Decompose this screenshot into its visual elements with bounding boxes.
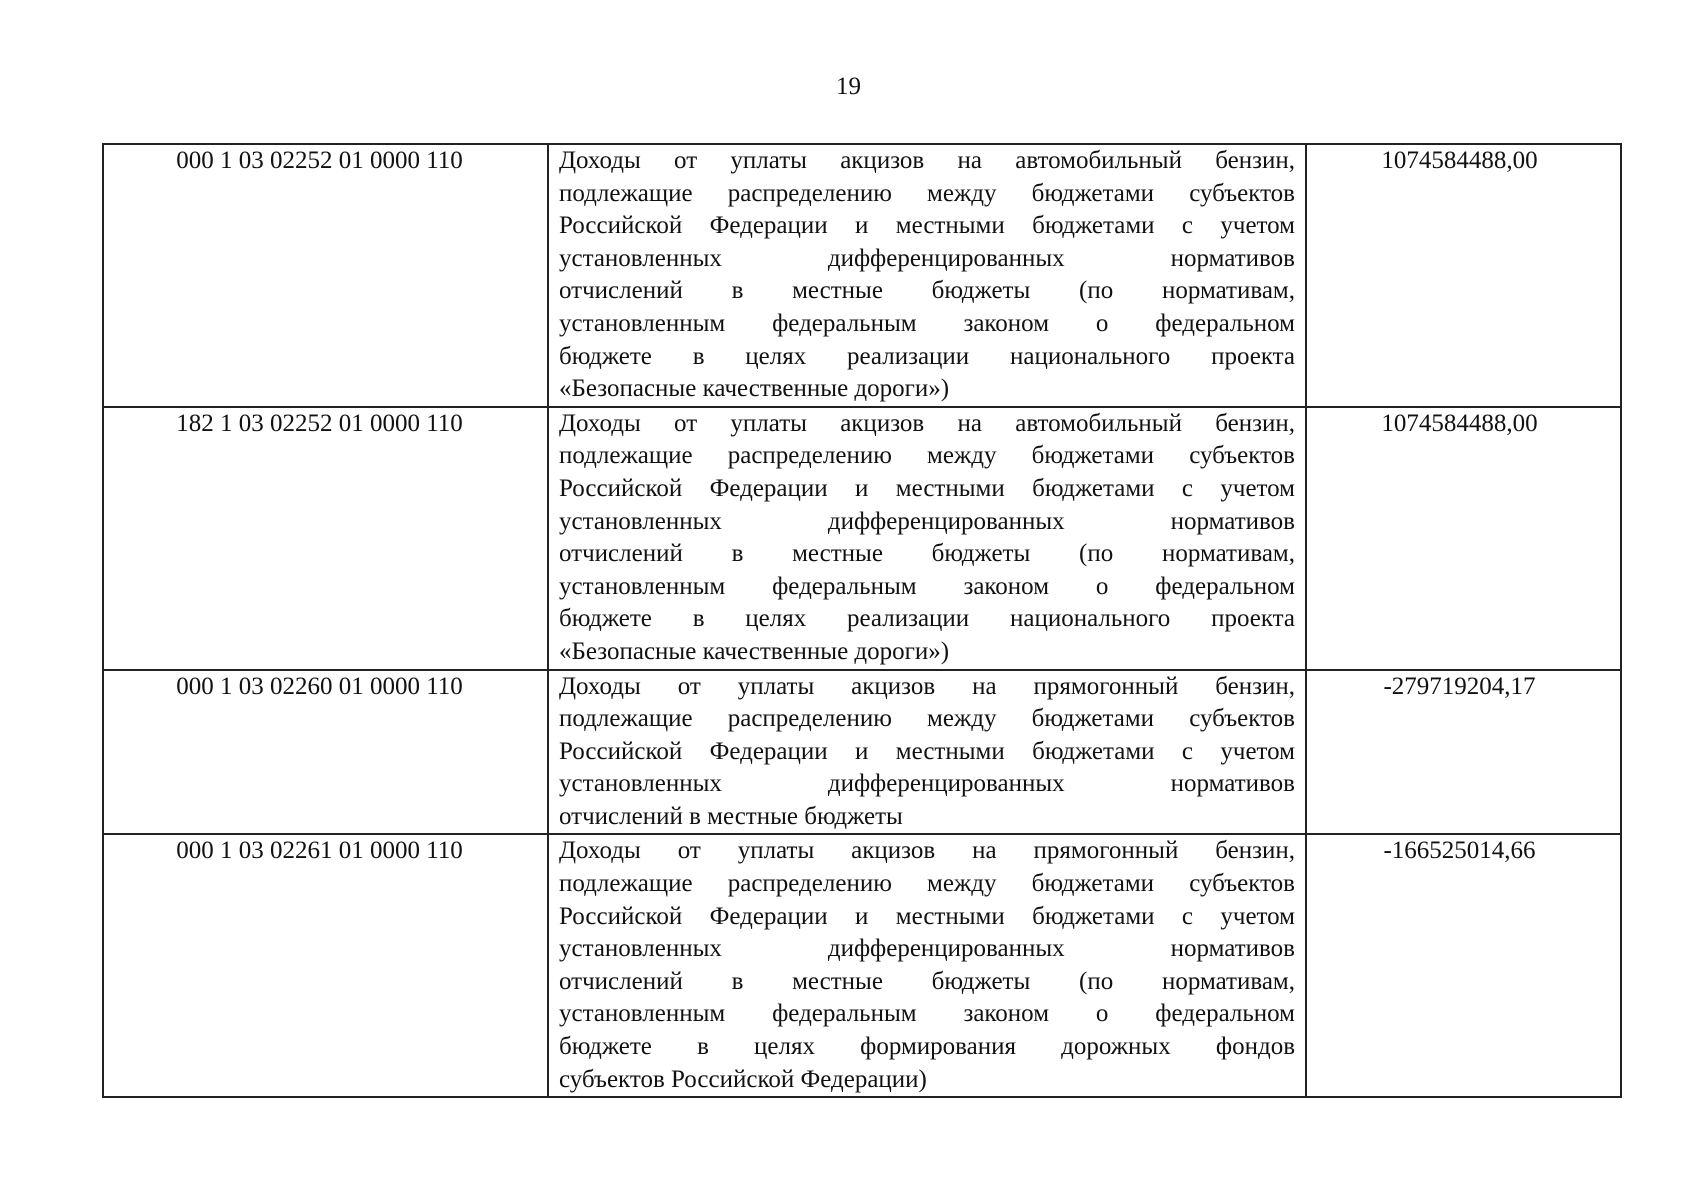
budget-classification-code: 000 1 03 02252 01 0000 110 — [103, 144, 548, 407]
revenue-table-body — [103, 144, 1621, 1097]
table-row — [103, 670, 1621, 835]
description-line: бюджете в целях реализации национального проекта — [559, 342, 1295, 370]
revenue-description — [548, 407, 1306, 670]
description-line: отчислений в местные бюджеты (по нормативам, — [559, 967, 1295, 995]
description-line: Доходы от уплаты акцизов на автомобильный бензин, — [559, 409, 1295, 437]
revenue-description — [548, 670, 1306, 835]
revenue-description — [548, 144, 1306, 407]
description-line: бюджете в целях реализации национального проекта — [559, 605, 1295, 633]
description-line: «Безопасные качественные дороги») — [559, 375, 950, 403]
table-row — [103, 407, 1621, 670]
revenue-amount: -279719204,17 — [1306, 670, 1621, 835]
budget-classification-code: 000 1 03 02261 01 0000 110 — [103, 834, 548, 1097]
description-line: установленных дифференцированных нормативов — [559, 770, 1295, 798]
description-line: отчислений в местные бюджеты (по нормативам, — [559, 540, 1295, 568]
revenue-amount: -166525014,66 — [1306, 834, 1621, 1097]
description-line: Российской Федерации и местными бюджетами с учетом — [559, 737, 1295, 765]
revenue-amount: 1074584488,00 — [1306, 407, 1621, 670]
table-row — [103, 834, 1621, 1097]
description-line: подлежащие распределению между бюджетами субъектов — [559, 705, 1295, 733]
budget-classification-code: 000 1 03 02260 01 0000 110 — [103, 670, 548, 835]
description-line: отчислений в местные бюджеты — [559, 802, 903, 830]
description-line: бюджете в целях формирования дорожных фондов — [559, 1033, 1295, 1061]
description-line: субъектов Российской Федерации) — [559, 1065, 927, 1093]
revenue-description — [548, 834, 1306, 1097]
description-line: подлежащие распределению между бюджетами субъектов — [559, 870, 1295, 898]
description-line: отчислений в местные бюджеты (по нормативам, — [559, 277, 1295, 305]
page-number: 19 — [836, 73, 861, 100]
description-line: Доходы от уплаты акцизов на прямогонный бензин, — [559, 672, 1295, 700]
description-line: установленным федеральным законом о федеральном — [559, 572, 1295, 600]
description-line: установленным федеральным законом о федеральном — [559, 1000, 1295, 1028]
description-line: Российской Федерации и местными бюджетами с учетом — [559, 902, 1295, 930]
budget-classification-code: 182 1 03 02252 01 0000 110 — [103, 407, 548, 670]
description-line: Российской Федерации и местными бюджетами с учетом — [559, 212, 1295, 240]
description-line: установленных дифференцированных нормативов — [559, 244, 1295, 272]
description-line: установленным федеральным законом о федеральном — [559, 309, 1295, 337]
description-line: установленных дифференцированных нормативов — [559, 935, 1295, 963]
table-row — [103, 144, 1621, 407]
description-line: Доходы от уплаты акцизов на прямогонный бензин, — [559, 837, 1295, 865]
description-line: Доходы от уплаты акцизов на автомобильный бензин, — [559, 147, 1295, 174]
description-line: подлежащие распределению между бюджетами субъектов — [559, 179, 1295, 207]
revenue-amount: 1074584488,00 — [1306, 144, 1621, 407]
description-line: Российской Федерации и местными бюджетами с учетом — [559, 474, 1295, 502]
revenue-table — [102, 143, 1622, 1098]
description-line: «Безопасные качественные дороги») — [559, 637, 950, 665]
description-line: установленных дифференцированных нормативов — [559, 507, 1295, 535]
description-line: подлежащие распределению между бюджетами субъектов — [559, 442, 1295, 470]
